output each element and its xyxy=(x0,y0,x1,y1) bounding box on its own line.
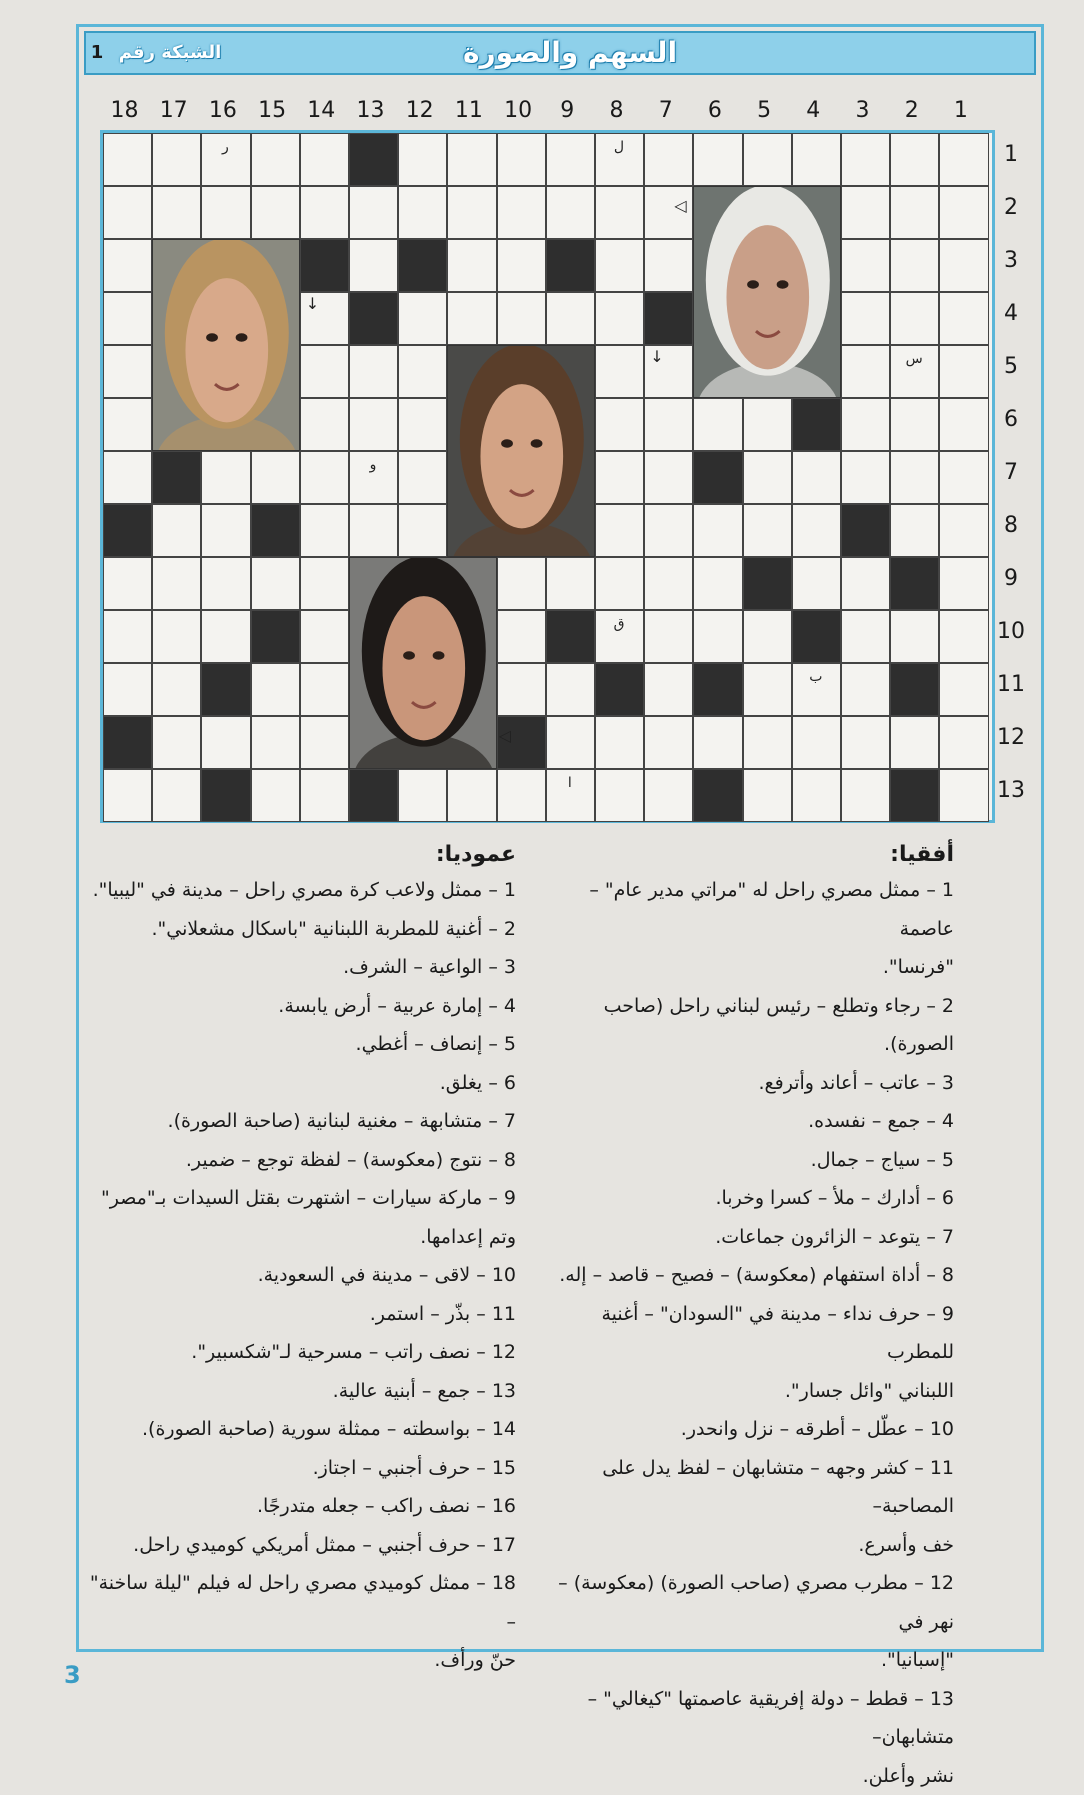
grid-cell[interactable] xyxy=(398,292,447,345)
grid-cell[interactable] xyxy=(300,504,349,557)
down-clue-line: 2 – أغنية للمطربة اللبنانية "باسكال مشعلاني". xyxy=(80,910,516,949)
grid-cell[interactable] xyxy=(644,133,693,186)
grid-cell[interactable] xyxy=(693,133,742,186)
across-clue-line: 6 – أدارك – ملأ – كسرا وخربا. xyxy=(536,1179,954,1218)
grid-cell[interactable] xyxy=(103,186,152,239)
across-clue-line: 12 – مطرب مصري (صاحب الصورة) (معكوسة) – نهر في xyxy=(536,1564,954,1641)
grid-cell[interactable] xyxy=(103,769,152,822)
down-clue-line: 9 – ماركة سيارات – اشتهرت بقتل السيدات بـ"مصر" وتم إعدامها. xyxy=(80,1179,516,1256)
column-number: 7 xyxy=(641,96,690,126)
grid-cell[interactable] xyxy=(103,451,152,504)
row-number: 11 xyxy=(996,660,1026,710)
black-cell xyxy=(792,610,841,663)
grid-number: 1 xyxy=(88,40,106,66)
black-cell xyxy=(103,504,152,557)
grid-cell[interactable] xyxy=(841,557,890,610)
crossword-grid xyxy=(100,130,995,823)
clue-arrow-icon: ↓ xyxy=(306,296,319,312)
grid-cell[interactable] xyxy=(300,133,349,186)
grid-cell[interactable] xyxy=(103,292,152,345)
hint-letter: و xyxy=(363,455,383,475)
grid-cell[interactable] xyxy=(595,292,644,345)
black-cell xyxy=(349,769,398,822)
grid-cell[interactable] xyxy=(939,451,988,504)
down-clue-line: 7 – متشابهة – مغنية لبنانية (صاحبة الصورة). xyxy=(80,1102,516,1141)
grid-cell[interactable] xyxy=(497,769,546,822)
grid-cell[interactable] xyxy=(201,504,250,557)
column-number: 4 xyxy=(789,96,838,126)
grid-cell[interactable] xyxy=(939,663,988,716)
grid-cell[interactable] xyxy=(939,398,988,451)
down-clue-line: حنّ ورأف. xyxy=(80,1641,516,1680)
grid-cell[interactable] xyxy=(497,292,546,345)
grid-cell[interactable] xyxy=(939,186,988,239)
black-cell xyxy=(890,557,939,610)
grid-cell[interactable] xyxy=(841,451,890,504)
grid-cell[interactable] xyxy=(792,504,841,557)
grid-cell[interactable] xyxy=(743,663,792,716)
grid-cell[interactable] xyxy=(644,557,693,610)
grid-cell[interactable] xyxy=(792,769,841,822)
grid-cell[interactable] xyxy=(743,398,792,451)
down-heading: عموديا: xyxy=(80,842,516,867)
grid-cell[interactable] xyxy=(546,133,595,186)
down-clue-line: 1 – ممثل ولاعب كرة مصري راحل – مدينة في "ليبيا". xyxy=(80,871,516,910)
black-cell xyxy=(890,663,939,716)
row-number: 10 xyxy=(996,607,1026,657)
grid-cell[interactable] xyxy=(447,186,496,239)
grid-cell[interactable] xyxy=(447,769,496,822)
down-clue-line: 18 – ممثل كوميدي مصري راحل له فيلم "ليلة ساخنة" – xyxy=(80,1564,516,1641)
down-clue-line: 4 – إمارة عربية – أرض يابسة. xyxy=(80,987,516,1026)
across-clue-line: 2 – رجاء وتطلع – رئيس لبناني راحل (صاحب الصورة). xyxy=(536,987,954,1064)
hint-letter: ر xyxy=(215,137,235,157)
grid-cell[interactable] xyxy=(939,557,988,610)
grid-cell[interactable] xyxy=(152,133,201,186)
grid-cell[interactable] xyxy=(743,769,792,822)
down-clue-line: 17 – حرف أجنبي – ممثل أمريكي كوميدي راحل. xyxy=(80,1526,516,1565)
grid-cell[interactable] xyxy=(546,186,595,239)
grid-cell[interactable] xyxy=(792,451,841,504)
grid-cell[interactable] xyxy=(251,663,300,716)
row-number: 13 xyxy=(996,766,1026,816)
black-cell xyxy=(693,663,742,716)
grid-cell[interactable] xyxy=(546,557,595,610)
grid-cell[interactable] xyxy=(251,451,300,504)
grid-cell[interactable] xyxy=(743,716,792,769)
column-number: 12 xyxy=(395,96,444,126)
across-clue-line: خف وأسرع. xyxy=(536,1526,954,1565)
grid-cell[interactable] xyxy=(743,133,792,186)
grid-cell[interactable] xyxy=(595,504,644,557)
grid-cell[interactable] xyxy=(841,716,890,769)
down-clue-line: 3 – الواعية – الشرف. xyxy=(80,948,516,987)
black-cell xyxy=(201,769,250,822)
grid-cell[interactable] xyxy=(349,186,398,239)
column-number: 10 xyxy=(494,96,543,126)
grid-cell[interactable] xyxy=(349,239,398,292)
grid-cell[interactable] xyxy=(447,292,496,345)
grid-cell[interactable] xyxy=(890,133,939,186)
grid-cell[interactable] xyxy=(792,557,841,610)
down-clue-line: 15 – حرف أجنبي – اجتاز. xyxy=(80,1449,516,1488)
grid-cell[interactable] xyxy=(939,239,988,292)
portrait-photo-man-old xyxy=(693,186,841,398)
portrait-photo-woman-left xyxy=(152,239,300,451)
grid-cell[interactable] xyxy=(201,186,250,239)
grid-cell[interactable] xyxy=(792,716,841,769)
grid-cell[interactable] xyxy=(251,186,300,239)
across-clue-line: اللبناني "وائل جسار". xyxy=(536,1372,954,1411)
grid-label: الشبكة رقم xyxy=(100,36,240,70)
clue-arrow-icon: ◁ xyxy=(674,198,686,214)
grid-cell[interactable] xyxy=(103,610,152,663)
black-cell xyxy=(201,663,250,716)
grid-cell[interactable] xyxy=(300,186,349,239)
column-number: 2 xyxy=(887,96,936,126)
hint-letter: س xyxy=(904,349,924,369)
black-cell xyxy=(152,451,201,504)
black-cell xyxy=(792,398,841,451)
grid-cell[interactable] xyxy=(103,398,152,451)
row-number: 9 xyxy=(996,554,1026,604)
across-clue-line: 4 – جمع – نفسده. xyxy=(536,1102,954,1141)
column-number: 11 xyxy=(444,96,493,126)
grid-cell[interactable] xyxy=(595,769,644,822)
row-number: 6 xyxy=(996,395,1026,445)
grid-cell[interactable] xyxy=(251,716,300,769)
grid-cell[interactable] xyxy=(890,451,939,504)
grid-cell[interactable] xyxy=(251,133,300,186)
black-cell xyxy=(841,504,890,557)
grid-cell[interactable] xyxy=(398,398,447,451)
grid-cell[interactable] xyxy=(939,292,988,345)
black-cell xyxy=(693,451,742,504)
grid-cell[interactable] xyxy=(152,716,201,769)
column-number: 9 xyxy=(543,96,592,126)
across-clue-line: 1 – ممثل مصري راحل له "مراتي مدير عام" – عاصمة xyxy=(536,871,954,948)
down-clue-line: 16 – نصف راكب – جعله متدرجًا. xyxy=(80,1487,516,1526)
down-clue-line: 11 – بذّر – استمر. xyxy=(80,1295,516,1334)
grid-cell[interactable] xyxy=(546,292,595,345)
grid-cell[interactable] xyxy=(644,610,693,663)
grid-cell[interactable] xyxy=(595,186,644,239)
grid-cell[interactable] xyxy=(644,769,693,822)
grid-cell[interactable] xyxy=(693,398,742,451)
grid-cell[interactable] xyxy=(546,663,595,716)
grid-cell[interactable] xyxy=(497,239,546,292)
across-clue-line: 5 – سياج – جمال. xyxy=(536,1141,954,1180)
grid-cell[interactable] xyxy=(644,398,693,451)
column-number: 6 xyxy=(690,96,739,126)
grid-cell[interactable] xyxy=(743,451,792,504)
grid-cell[interactable] xyxy=(103,557,152,610)
clue-arrow-icon: ↓ xyxy=(650,349,663,365)
row-number: 7 xyxy=(996,448,1026,498)
column-number: 18 xyxy=(100,96,149,126)
black-cell xyxy=(546,610,595,663)
grid-cell[interactable] xyxy=(251,769,300,822)
row-number: 5 xyxy=(996,342,1026,392)
grid-cell[interactable] xyxy=(841,345,890,398)
grid-cell[interactable] xyxy=(644,451,693,504)
hint-letter: ل xyxy=(609,137,629,157)
across-clue-line: 10 – عطّل – أطرقه – نزل وانحدر. xyxy=(536,1410,954,1449)
grid-cell[interactable] xyxy=(103,345,152,398)
grid-cell[interactable] xyxy=(497,610,546,663)
black-cell xyxy=(349,292,398,345)
grid-cell[interactable] xyxy=(595,398,644,451)
grid-cell[interactable] xyxy=(497,663,546,716)
down-clue-line: 5 – إنصاف – أغطي. xyxy=(80,1025,516,1064)
grid-cell[interactable] xyxy=(890,610,939,663)
grid-cell[interactable] xyxy=(300,769,349,822)
across-heading: أفقيا: xyxy=(536,842,954,867)
grid-cell[interactable] xyxy=(300,663,349,716)
black-cell xyxy=(595,663,644,716)
hint-letter: ق xyxy=(609,614,629,634)
grid-cell[interactable] xyxy=(693,610,742,663)
grid-cell[interactable] xyxy=(841,663,890,716)
grid-cell[interactable] xyxy=(890,504,939,557)
grid-cell[interactable] xyxy=(595,239,644,292)
portrait-photo-man-young xyxy=(349,557,497,769)
column-number: 14 xyxy=(297,96,346,126)
down-clue-line: 14 – بواسطته – ممثلة سورية (صاحبة الصورة). xyxy=(80,1410,516,1449)
down-clue-line: 8 – نتوج (معكوسة) – لفظة توجع – ضمير. xyxy=(80,1141,516,1180)
black-cell xyxy=(103,716,152,769)
grid-cell[interactable] xyxy=(300,610,349,663)
grid-cell[interactable] xyxy=(693,557,742,610)
grid-cell[interactable] xyxy=(890,186,939,239)
grid-cell[interactable] xyxy=(743,610,792,663)
grid-cell[interactable] xyxy=(398,133,447,186)
grid-cell[interactable] xyxy=(841,186,890,239)
row-number: 8 xyxy=(996,501,1026,551)
black-cell xyxy=(300,239,349,292)
grid-cell[interactable] xyxy=(841,398,890,451)
grid-cell[interactable] xyxy=(300,716,349,769)
grid-cell[interactable] xyxy=(152,504,201,557)
grid-cell[interactable] xyxy=(939,133,988,186)
column-number: 8 xyxy=(592,96,641,126)
grid-cell[interactable] xyxy=(447,133,496,186)
grid-cell[interactable] xyxy=(152,610,201,663)
grid-cell[interactable] xyxy=(890,398,939,451)
grid-cell[interactable] xyxy=(300,345,349,398)
grid-cell[interactable] xyxy=(841,292,890,345)
grid-cell[interactable] xyxy=(595,557,644,610)
column-number: 5 xyxy=(740,96,789,126)
grid-cell[interactable] xyxy=(398,345,447,398)
grid-cell[interactable] xyxy=(497,133,546,186)
black-cell xyxy=(546,239,595,292)
grid-cell[interactable] xyxy=(890,292,939,345)
across-clue-line: 9 – حرف نداء – مدينة في "السودان" – أغنية للمطرب xyxy=(536,1295,954,1372)
grid-cell[interactable] xyxy=(497,186,546,239)
grid-cell[interactable] xyxy=(693,504,742,557)
grid-cell[interactable] xyxy=(103,663,152,716)
grid-cell[interactable] xyxy=(939,504,988,557)
grid-cell[interactable] xyxy=(939,769,988,822)
column-number: 15 xyxy=(248,96,297,126)
portrait-photo-woman-center xyxy=(447,345,595,557)
grid-cell[interactable] xyxy=(890,239,939,292)
grid-cell[interactable] xyxy=(497,557,546,610)
grid-cell[interactable] xyxy=(546,716,595,769)
grid-cell[interactable] xyxy=(693,716,742,769)
grid-cell[interactable] xyxy=(595,345,644,398)
grid-cell[interactable] xyxy=(152,557,201,610)
grid-cell[interactable] xyxy=(349,398,398,451)
column-number: 3 xyxy=(838,96,887,126)
grid-cell[interactable] xyxy=(152,769,201,822)
grid-cell[interactable] xyxy=(841,769,890,822)
hint-letter: ا xyxy=(560,773,580,793)
black-cell xyxy=(349,133,398,186)
grid-cell[interactable] xyxy=(644,239,693,292)
black-cell xyxy=(251,610,300,663)
grid-cell[interactable] xyxy=(398,504,447,557)
down-clue-line: 13 – جمع – أبنية عالية. xyxy=(80,1372,516,1411)
black-cell xyxy=(644,292,693,345)
black-cell xyxy=(890,769,939,822)
grid-cell[interactable] xyxy=(743,504,792,557)
grid-cell[interactable] xyxy=(939,610,988,663)
grid-cell[interactable] xyxy=(398,451,447,504)
row-number: 2 xyxy=(996,183,1026,233)
across-clue-line: "فرنسا". xyxy=(536,948,954,987)
black-cell xyxy=(743,557,792,610)
across-clue-line: 8 – أداة استفهام (معكوسة) – فصيح – قاصد – إله. xyxy=(536,1256,954,1295)
across-clue-line: 11 – كشر وجهه – متشابهان – لفظ يدل على المصاحبة– xyxy=(536,1449,954,1526)
grid-cell[interactable] xyxy=(939,345,988,398)
across-clue-line: نشر وأعلن. xyxy=(536,1757,954,1795)
grid-cell[interactable] xyxy=(644,716,693,769)
grid-cell[interactable] xyxy=(300,557,349,610)
grid-cell[interactable] xyxy=(398,769,447,822)
across-clues xyxy=(536,842,954,1795)
down-clue-line: 6 – يغلق. xyxy=(80,1064,516,1103)
grid-cell[interactable] xyxy=(251,557,300,610)
grid-cell[interactable] xyxy=(300,451,349,504)
grid-cell[interactable] xyxy=(644,504,693,557)
grid-cell[interactable] xyxy=(201,716,250,769)
column-number: 1 xyxy=(936,96,985,126)
grid-cell[interactable] xyxy=(644,663,693,716)
grid-cell[interactable] xyxy=(398,186,447,239)
grid-cell[interactable] xyxy=(152,663,201,716)
down-clue-line: 12 – نصف راتب – مسرحية لـ"شكسبير". xyxy=(80,1333,516,1372)
black-cell xyxy=(398,239,447,292)
grid-cell[interactable] xyxy=(841,133,890,186)
grid-cell[interactable] xyxy=(103,133,152,186)
column-number: 13 xyxy=(346,96,395,126)
across-clue-line: 3 – عاتب – أعاند وأترفع. xyxy=(536,1064,954,1103)
grid-cell[interactable] xyxy=(349,504,398,557)
across-clue-line: 7 – يتوعد – الزائرون جماعات. xyxy=(536,1218,954,1257)
grid-cell[interactable] xyxy=(201,610,250,663)
hint-letter: ب xyxy=(806,667,826,687)
column-number: 17 xyxy=(149,96,198,126)
grid-cell[interactable] xyxy=(201,451,250,504)
row-number: 4 xyxy=(996,289,1026,339)
black-cell xyxy=(251,504,300,557)
page-number: 3 xyxy=(64,1660,94,1690)
across-clue-line: 13 – قطط – دولة إفريقية عاصمتها "كيغالي" – متشابهان– xyxy=(536,1680,954,1757)
grid-cell[interactable] xyxy=(890,716,939,769)
column-number: 16 xyxy=(198,96,247,126)
across-clue-line: "إسبانيا". xyxy=(536,1641,954,1680)
page-title: السهم والصورة xyxy=(440,34,700,72)
grid-cell[interactable] xyxy=(841,610,890,663)
grid-cell[interactable] xyxy=(447,239,496,292)
black-cell xyxy=(693,769,742,822)
grid-cell[interactable] xyxy=(939,716,988,769)
down-clue-line: 10 – لاقى – مدينة في السعودية. xyxy=(80,1256,516,1295)
row-number: 3 xyxy=(996,236,1026,286)
grid-cell[interactable] xyxy=(103,239,152,292)
grid-cell[interactable] xyxy=(300,398,349,451)
grid-cell[interactable] xyxy=(201,557,250,610)
grid-cell[interactable] xyxy=(792,133,841,186)
grid-cell[interactable] xyxy=(841,239,890,292)
row-number: 1 xyxy=(996,130,1026,180)
row-number: 12 xyxy=(996,713,1026,763)
grid-cell[interactable] xyxy=(595,716,644,769)
grid-cell[interactable] xyxy=(595,451,644,504)
down-clues xyxy=(80,842,516,1680)
grid-cell[interactable] xyxy=(349,345,398,398)
grid-cell[interactable] xyxy=(152,186,201,239)
clue-arrow-icon: ◁ xyxy=(499,728,511,744)
